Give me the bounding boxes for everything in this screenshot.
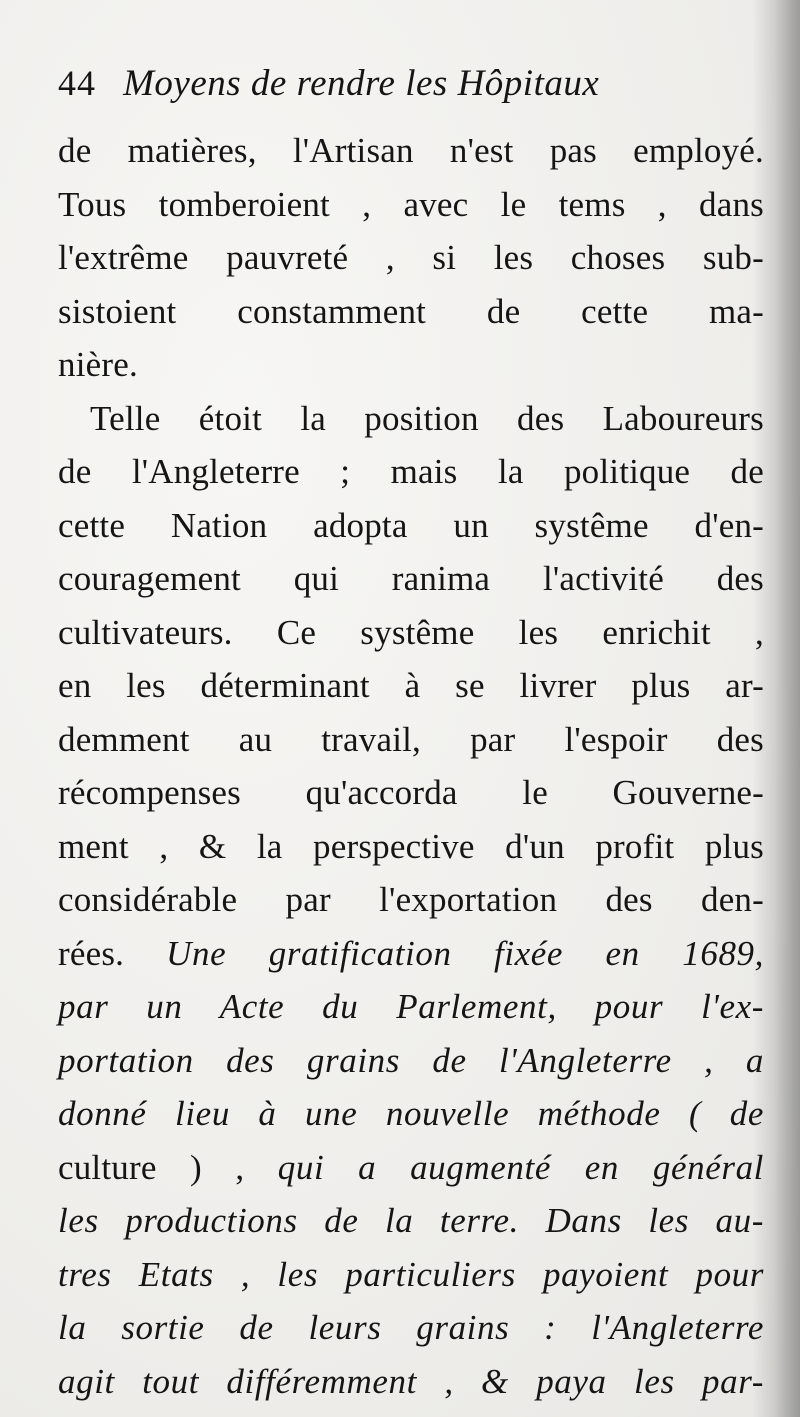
text-line: portation des grains de l'Angleterre , a — [58, 1040, 764, 1080]
text-line: de matières, l'Artisan n'est pas employé. — [58, 131, 764, 170]
text-line: récompenses qu'accorda le Gouverne- — [58, 773, 764, 812]
text-line: la sortie de leurs grains : l'Angleterre — [58, 1308, 764, 1347]
text-line — [58, 927, 764, 981]
text-line: considérable par l'exportation des den- — [58, 880, 764, 919]
text-line: agit tout différemment , & paya les par- — [58, 1361, 764, 1401]
page-number: 44 — [58, 63, 96, 103]
text-line: sistoient constamment de cette ma- — [58, 291, 764, 331]
text-line: cultivateurs. Ce systême les enrichit , — [58, 612, 764, 652]
text-line: tres Etats , les particuliers payoient pour — [58, 1254, 764, 1294]
text-line: cette Nation adopta un systême d'en- — [58, 505, 764, 545]
text-line: ment , & la perspective d'un profit plus — [58, 826, 764, 866]
text-line: couragement qui ranima l'activité des — [58, 559, 764, 598]
text-line: Tous tomberoient , avec le tems , dans — [58, 184, 764, 224]
text-line: demment au travail, par l'espoir des — [58, 719, 764, 759]
text-line-roman: rées. — [58, 933, 167, 973]
text-line: Telle étoit la position des Laboureurs — [90, 398, 764, 438]
text-line — [58, 1141, 764, 1195]
page-edge-shadow — [774, 0, 800, 1417]
text-line-italic: Une gratification fixée en 1689, — [166, 933, 764, 973]
text-line: de l'Angleterre ; mais la politique de — [58, 452, 764, 491]
text-line: les productions de la terre. Dans les au- — [58, 1201, 764, 1240]
text-line: l'extrême pauvreté , si les choses sub- — [58, 238, 764, 277]
text-line: en les déterminant à se livrer plus ar- — [58, 666, 764, 705]
text-line: nière. — [58, 345, 138, 384]
text-line: par un Acte du Parlement, pour l'ex- — [58, 987, 764, 1026]
text-line-roman: culture ) , — [58, 1147, 278, 1187]
running-head — [58, 62, 758, 118]
running-title: Moyens de rendre les Hôpitaux — [123, 63, 600, 104]
text-line-italic: qui a augmenté en général — [277, 1147, 765, 1187]
text-line: donné lieu à une nouvelle méthode ( de — [58, 1094, 764, 1133]
body-text — [58, 124, 764, 1408]
